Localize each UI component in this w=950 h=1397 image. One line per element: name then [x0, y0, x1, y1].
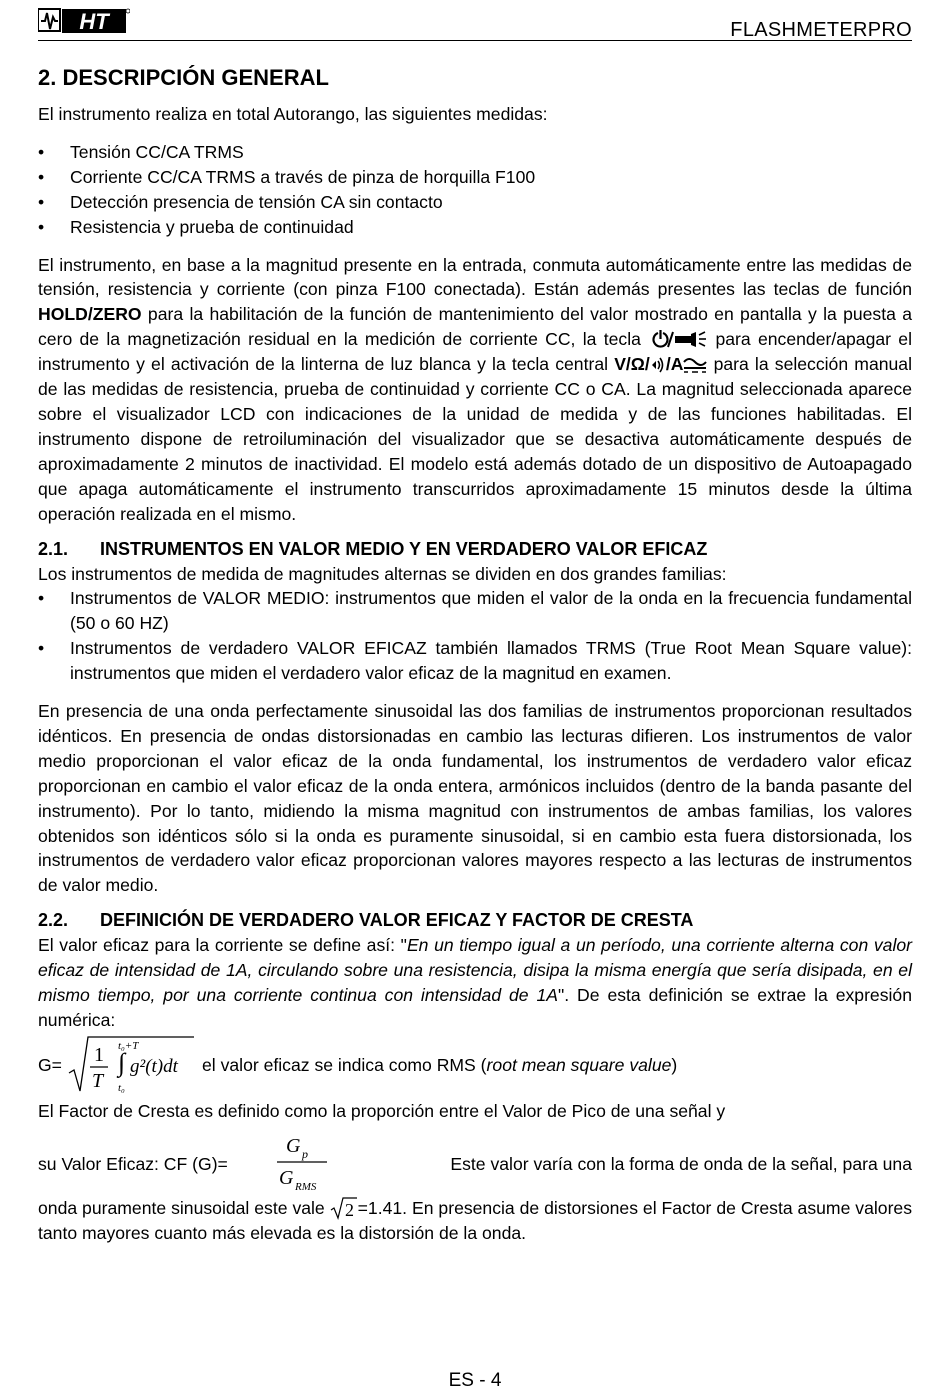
ht-logo [38, 7, 130, 35]
rms-definition [38, 933, 912, 1033]
integral-upper-limit: t₀+T [118, 1039, 139, 1052]
measures-list [38, 140, 912, 240]
list-item: • Tensión CC/CA TRMS [38, 140, 912, 165]
continuity-sound-icon [650, 356, 666, 374]
definition-quote: En un tiempo igual a un período, una corriente alterna con valor eficaz de intensidad de 1A, circulando sobre una resistencia, disipa la misma energía que sería disipada, en el mismo tiempo, por una corriente continua con intensidad de 1A [38, 935, 912, 1006]
page-content [38, 64, 912, 1246]
list-item: • Instrumentos de verdadero VALOR EFICAZ también llamados TRMS (True Root Mean Square value): instrumentos que miden el verdadero valor eficaz de la magnitud en examen. [38, 636, 912, 686]
section-2-1-body: En presencia de una onda perfectamente sinusoidal las dos familias de instrumentos proporcionan resultados idénticos. En presencia de ondas distorsionadas en cambio las lecturas difieren. Los instrumentos de valor medio proporcionan el valor eficaz de la onda fundamental, los instrumentos de verdadero valor eficaz proporcionan en cambio el valor eficaz de la onda entera, armónicos incluidos (dentro de la banda pasante del instrumento). Por lo tanto, midiendo la misma magnitud con instrumentos de ambas familias, los valores obtenidos son idénticos sólo si la onda es puramente sinusoidal, si en cambio esta fuera distorsionada, los instrumentos de verdadero valor eficaz proporcionan valores mayores respecto a las lecturas de instrumentos de valor medio. [38, 701, 912, 896]
section-title: 2. DESCRIPCIÓN GENERAL [38, 65, 329, 90]
cf-label: su Valor Eficaz: CF (G)= [38, 1153, 228, 1174]
cf-denominator-sub: RMS [295, 1180, 317, 1193]
section-2-2-heading [38, 908, 912, 932]
ac-dc-icon [683, 356, 707, 374]
list-item: • Corriente CC/CA TRMS a través de pinza de horquilla F100 [38, 165, 912, 190]
text-run: ". De esta definición se extrae la expresión numérica: [38, 985, 912, 1030]
cf-numerator-sub: p [302, 1146, 308, 1161]
text-run: onda puramente sinusoidal este vale [38, 1197, 325, 1218]
text-run: el valor eficaz se indica como RMS ( [202, 1054, 487, 1075]
section-number: 2.2. [38, 910, 69, 931]
integral-lower-limit: t₀ [118, 1081, 125, 1093]
rms-formula-line [38, 1035, 912, 1093]
cf-denominator: G [279, 1166, 294, 1189]
text-run: El instrumento, en base a la magnitud presente en la entrada, conmuta automáticamente entre las medidas de tensión, resistencia y corriente (con pinza F100 conectada). Están además presentes las teclas de función [38, 254, 912, 300]
crest-factor-line: El Factor de Cresta es definido como la proporción entre el Valor de Pico de una señal y [38, 1100, 726, 1121]
sine-crest-paragraph [38, 1196, 912, 1246]
section-number: 2.1. [38, 538, 69, 559]
section-2-1-intro: Los instrumentos de medida de magnitudes alternas se dividen en dos grandes familias: [38, 563, 727, 584]
cf-explanation: Este valor varía con la forma de onda de la señal, para una [450, 1153, 912, 1174]
text-run: El valor eficaz para la corriente se define así: " [38, 935, 407, 956]
text-run: para la habilitación de la función de mantenimiento del valor mostrado en pantalla y la puesta a cero de la magnetización residual en la medición de corriente CC, la tecla [38, 304, 912, 350]
fraction-numerator: 1 [94, 1043, 104, 1066]
logo-text: HT [79, 9, 109, 34]
text-run: para la selección manual de las medidas de resistencia, prueba de continuidad y corriente CC o CA. La magnitud seleccionada aparece sobre el visualizador LCD con indicaciones de la unidad de medida y de las funciones habilitadas. El instrumento dispone de retroiluminación del visualizador que se desactiva automáticamente después de aproximadamente 2 minutos de inactividad. El modelo está además dotado de un dispositivo de Autoapagado que apaga automáticamente el instrumento transcurridos aproximadamente 15 minutos desde la última operación realizada en el mismo. [38, 354, 912, 524]
section-title-text: DEFINICIÓN DE VERDADERO VALOR EFICAZ Y FACTOR DE CRESTA [100, 910, 694, 931]
central-key-label: V/Ω/ [614, 354, 650, 375]
crest-factor-fraction [275, 1130, 331, 1196]
section-title-text: INSTRUMENTOS EN VALOR MEDIO Y EN VERDADERO VALOR EFICAZ [100, 538, 708, 559]
power-torch-key-icon [648, 329, 708, 349]
intro-paragraph: El instrumento realiza en total Autorango, las siguientes medidas: [38, 104, 548, 124]
crest-factor-formula-line [38, 1130, 912, 1196]
cf-numerator: G [286, 1134, 301, 1157]
general-description [38, 253, 912, 527]
text-run: para encender/apagar el instrumento y el activación de la linterna de luz blanca y la tecla central [38, 329, 913, 375]
rms-formula [68, 1035, 198, 1093]
formula-label: G= [38, 1054, 62, 1075]
page-header [38, 6, 912, 41]
list-item: • Resistencia y prueba de continuidad [38, 215, 912, 240]
integral-sign: ∫ [118, 1047, 126, 1077]
instrument-families-list [38, 586, 912, 686]
page-number: ES - 4 [448, 1370, 502, 1391]
list-item: • Instrumentos de VALOR MEDIO: instrumentos que miden el valor de la onda en la frecuencia fundamental (50 o 60 HZ) [38, 586, 912, 636]
text-run: =1.41. En presencia de distorsiones el Factor de Cresta asume valores tanto mayores cuanto más elevada es la distorsión de la onda. [38, 1197, 913, 1243]
rms-italic: root mean square value [486, 1054, 672, 1075]
text-run: ) [671, 1054, 678, 1075]
section-2-1-heading [38, 537, 912, 561]
central-key-label-a: /A [665, 354, 684, 375]
integrand: g²(t)dt [130, 1055, 178, 1077]
doc-code: FLASHMETERPRO [730, 19, 912, 41]
rms-explanation [202, 1053, 677, 1078]
fraction-denominator: T [92, 1069, 104, 1092]
hold-zero-key: HOLD/ZERO [38, 304, 142, 325]
sqrt-two [330, 1196, 358, 1220]
list-item: • Detección presencia de tensión CA sin contacto [38, 190, 912, 215]
sqrt-argument: 2 [344, 1199, 354, 1220]
